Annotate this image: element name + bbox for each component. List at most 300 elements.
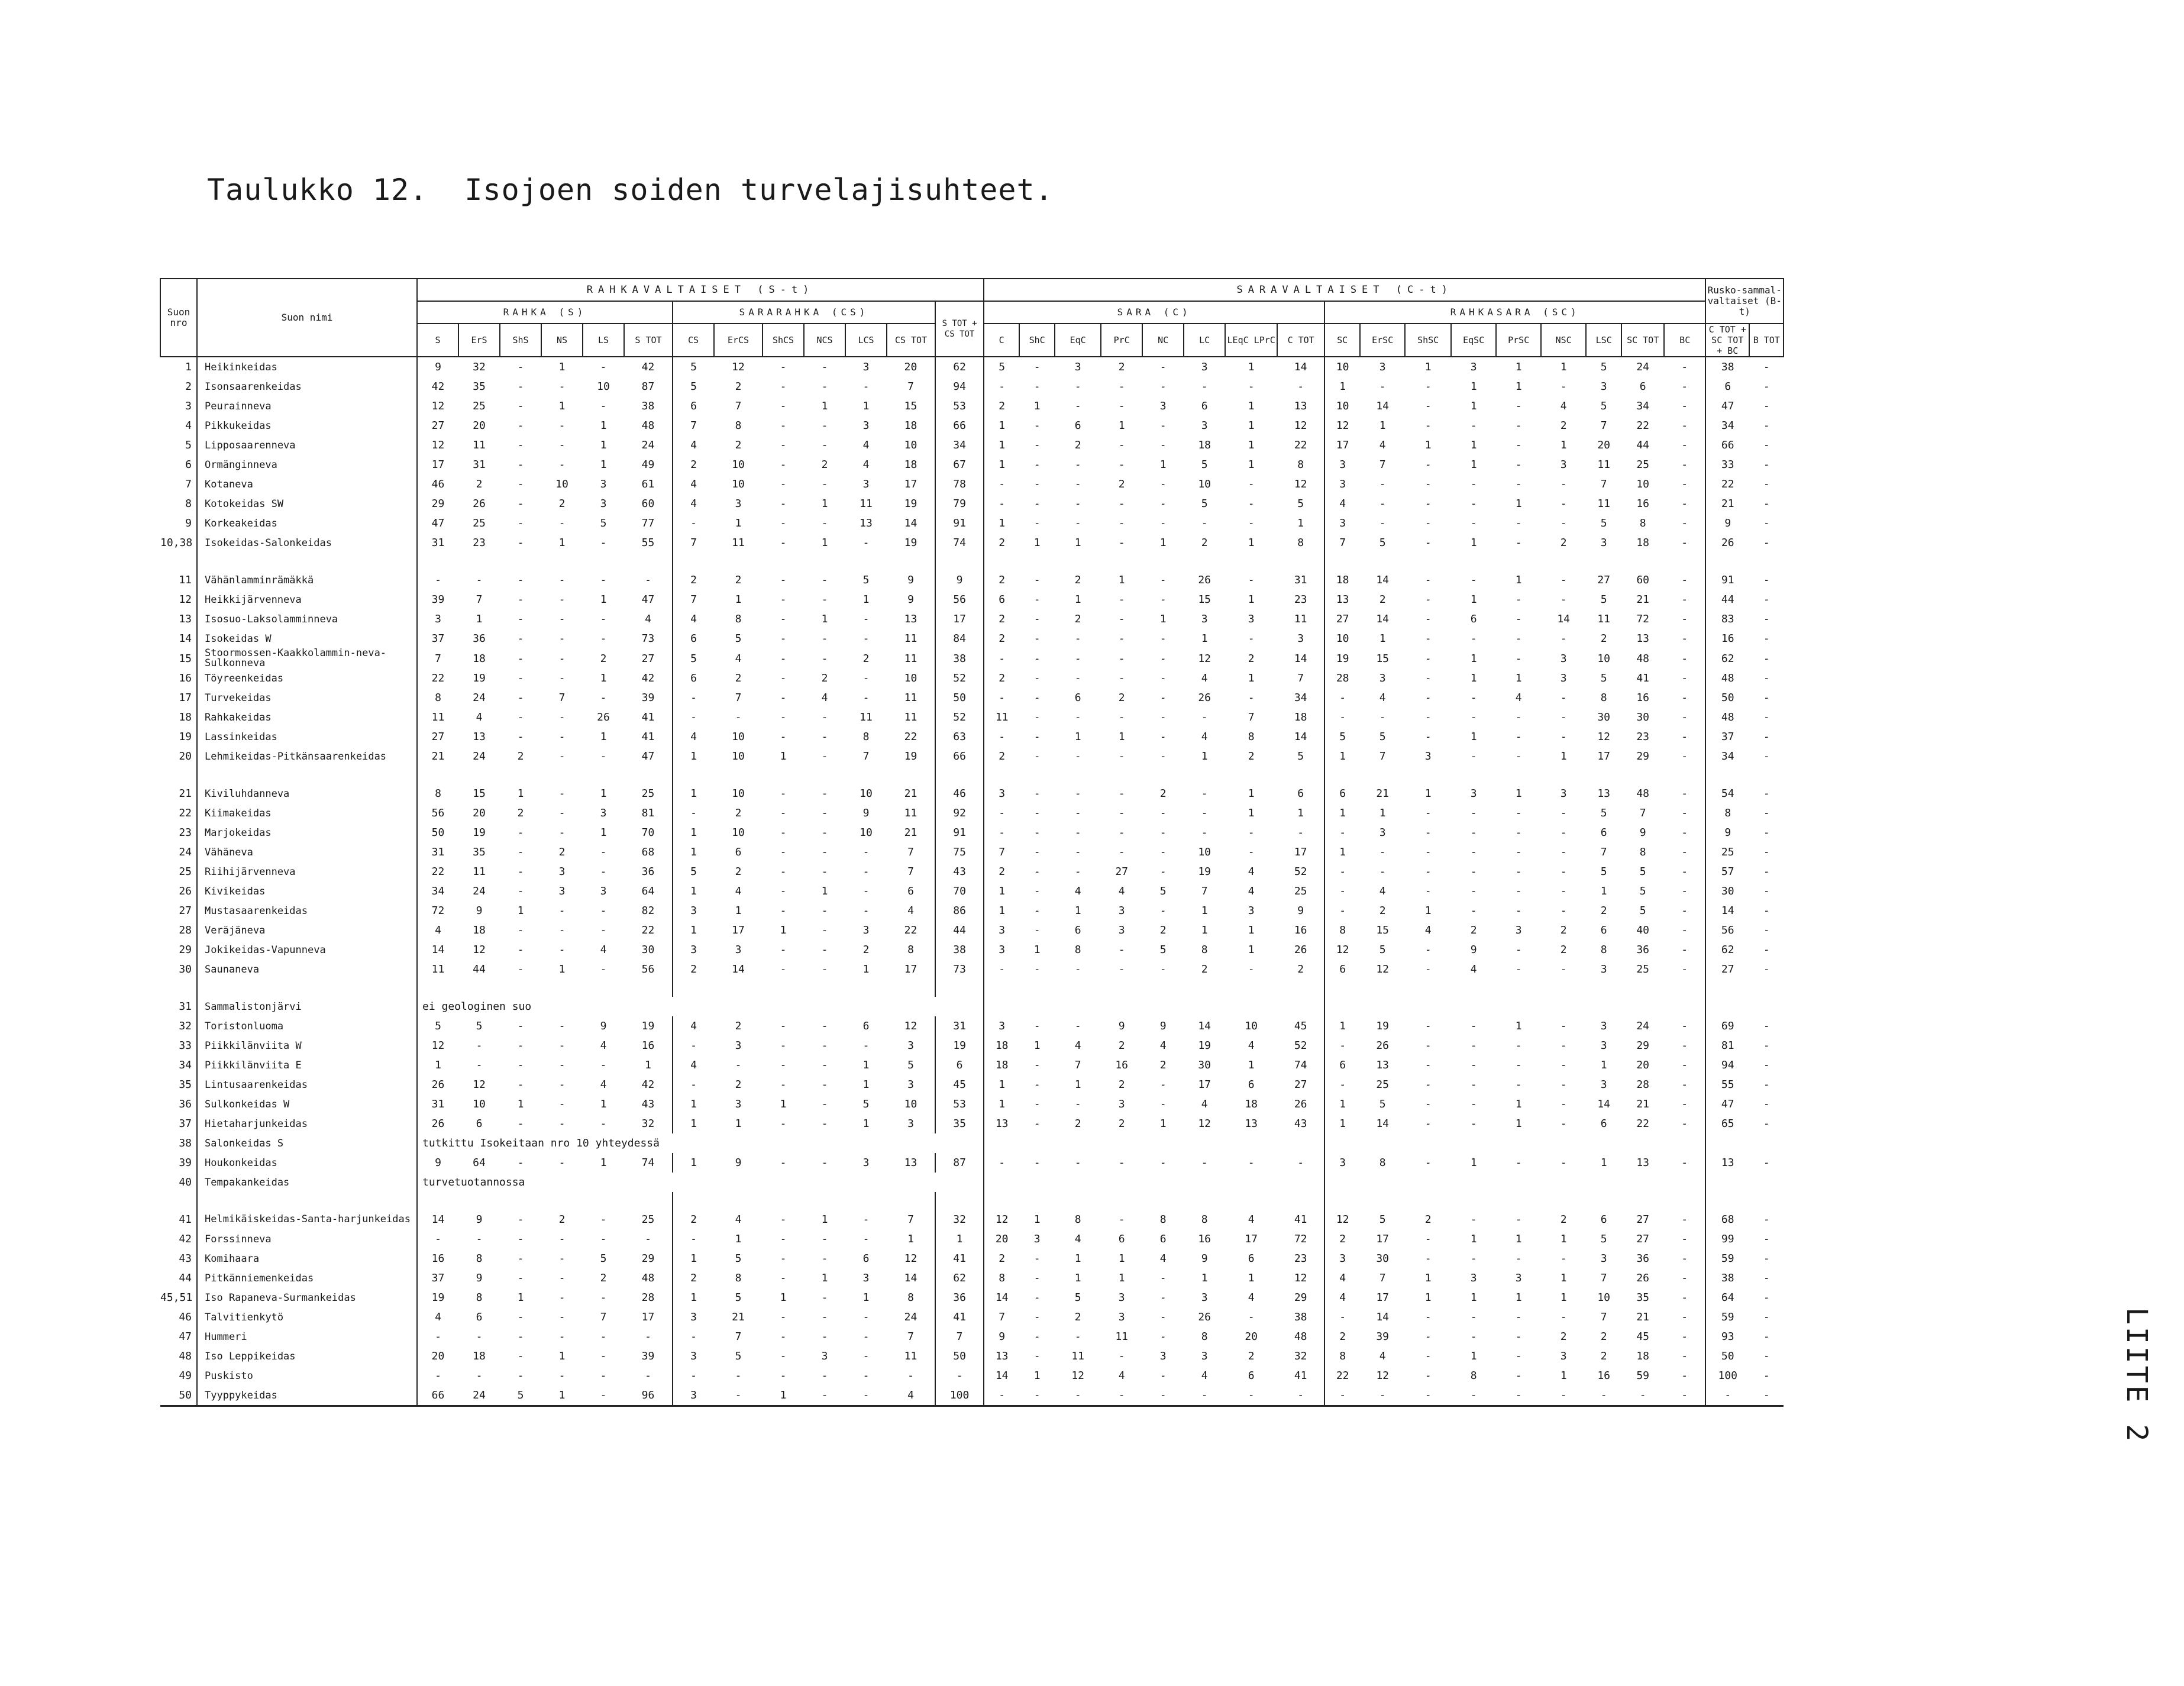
value-cell: 1 bbox=[1074, 731, 1081, 743]
value-cell: - bbox=[1470, 1330, 1477, 1343]
value-cell: 1 bbox=[600, 1098, 607, 1110]
value-cell: - bbox=[1033, 1330, 1041, 1343]
value-cell: 2 bbox=[1248, 1350, 1255, 1362]
value-cell: 3 bbox=[1560, 1350, 1567, 1362]
value-cell: 3 bbox=[1600, 1039, 1607, 1052]
value-cell: - bbox=[1664, 455, 1705, 474]
value-cell: 9 bbox=[862, 807, 870, 819]
value-cell: - bbox=[558, 458, 566, 471]
value-cell: - bbox=[780, 826, 787, 839]
value-cell: 8 bbox=[1339, 1350, 1346, 1362]
value-cell: - bbox=[517, 885, 524, 897]
value-cell bbox=[1541, 997, 1586, 1016]
value-cell: - bbox=[517, 1350, 524, 1362]
col-header-15: EqC bbox=[1055, 324, 1101, 357]
value-cell: - bbox=[600, 361, 607, 373]
value-cell: - bbox=[821, 1252, 828, 1265]
appendix-label bbox=[2088, 1307, 2171, 1485]
value-cell: 2 bbox=[1159, 787, 1167, 800]
value-cell: 6 bbox=[476, 1311, 483, 1323]
value-cell: - bbox=[1586, 1385, 1621, 1406]
value-cell: 5 bbox=[1600, 672, 1607, 684]
value-cell: 7 bbox=[1600, 846, 1607, 858]
value-cell bbox=[1055, 997, 1101, 1016]
value-cell: - bbox=[1515, 731, 1522, 743]
value-cell: - bbox=[780, 1078, 787, 1091]
value-cell: 3 bbox=[1470, 1272, 1477, 1284]
value-cell: 81 bbox=[1721, 1039, 1734, 1052]
value-cell: - bbox=[821, 846, 828, 858]
value-cell: 2 bbox=[735, 439, 742, 451]
value-cell: - bbox=[821, 750, 828, 763]
value-cell: - bbox=[780, 1330, 787, 1343]
value-cell: 53 bbox=[935, 1094, 984, 1114]
bog-name: Iso Leppikeidas bbox=[197, 1346, 417, 1366]
value-cell: - bbox=[1664, 1327, 1705, 1346]
value-cell: - bbox=[624, 1327, 673, 1346]
value-cell: - bbox=[1424, 711, 1432, 724]
value-cell: - bbox=[1560, 1252, 1567, 1265]
value-cell: 4 bbox=[690, 478, 697, 490]
value-cell: 18 bbox=[473, 1350, 486, 1362]
value-cell: - bbox=[821, 865, 828, 878]
value-cell: - bbox=[1560, 1039, 1567, 1052]
value-cell: - bbox=[1033, 826, 1041, 839]
value-cell: - bbox=[1515, 846, 1522, 858]
value-cell: 22 bbox=[431, 865, 445, 878]
value-cell: - bbox=[1515, 1157, 1522, 1169]
value-cell: 18 bbox=[1277, 708, 1324, 727]
table-row bbox=[160, 1133, 1784, 1153]
value-cell: 45 bbox=[1277, 1016, 1324, 1036]
spacer-cell bbox=[984, 766, 1019, 784]
value-cell: 5 bbox=[1379, 1098, 1386, 1110]
value-cell: 72 bbox=[431, 905, 445, 917]
value-cell: - bbox=[1159, 419, 1167, 432]
value-cell: - bbox=[1763, 1350, 1770, 1362]
value-cell: 66 bbox=[935, 416, 984, 435]
table-row bbox=[160, 1016, 1784, 1036]
value-cell: - bbox=[1248, 826, 1255, 839]
value-cell: - bbox=[435, 1330, 441, 1343]
value-cell: - bbox=[600, 963, 607, 976]
bog-name: Kiviluhdanneva bbox=[197, 784, 417, 803]
value-cell: 14 bbox=[431, 944, 445, 956]
value-cell: - bbox=[1118, 826, 1125, 839]
value-cell: - bbox=[1560, 498, 1567, 510]
value-cell: 70 bbox=[935, 881, 984, 901]
value-cell: 2 bbox=[735, 807, 742, 819]
bog-name: Marjokeidas bbox=[197, 823, 417, 842]
value-cell: - bbox=[1515, 865, 1522, 878]
value-cell: - bbox=[1763, 924, 1770, 936]
value-cell: 1 bbox=[558, 1350, 566, 1362]
value-cell: - bbox=[1339, 711, 1346, 724]
spacer-cell bbox=[1184, 979, 1225, 997]
value-cell: - bbox=[1159, 380, 1167, 393]
value-cell: 1 bbox=[999, 439, 1006, 451]
value-cell: - bbox=[1074, 826, 1081, 839]
value-cell: 10 bbox=[1336, 400, 1349, 412]
value-cell: 2 bbox=[1074, 613, 1081, 625]
bog-name: Sulkonkeidas W bbox=[197, 1094, 417, 1114]
value-cell: - bbox=[1763, 731, 1770, 743]
value-cell: 2 bbox=[1379, 905, 1386, 917]
value-cell: - bbox=[1424, 885, 1432, 897]
value-cell: 4 bbox=[1248, 885, 1255, 897]
value-cell: 21 bbox=[1636, 1098, 1649, 1110]
value-cell: - bbox=[780, 361, 787, 373]
value-cell: 1 bbox=[624, 1055, 673, 1075]
value-cell: - bbox=[1515, 517, 1522, 529]
value-cell: - bbox=[1664, 862, 1705, 881]
value-cell: - bbox=[1560, 1117, 1567, 1130]
col-header-21: SC bbox=[1324, 324, 1360, 357]
value-cell: 35 bbox=[935, 1114, 984, 1133]
value-cell: - bbox=[517, 632, 524, 645]
value-cell: 38 bbox=[935, 648, 984, 668]
table-row bbox=[160, 648, 1784, 668]
value-cell: 2 bbox=[1600, 632, 1607, 645]
value-cell: 32 bbox=[1277, 1346, 1324, 1366]
value-cell: 1 bbox=[1248, 361, 1255, 373]
value-cell: 92 bbox=[935, 803, 984, 823]
value-cell: - bbox=[780, 1213, 787, 1226]
value-cell: 11 bbox=[473, 439, 486, 451]
value-cell: 3 bbox=[673, 1385, 714, 1406]
value-cell: 3 bbox=[999, 787, 1006, 800]
spacer-cell bbox=[1496, 553, 1541, 570]
value-cell: 6 bbox=[1600, 826, 1607, 839]
value-cell: - bbox=[887, 1366, 935, 1385]
value-cell: - bbox=[1515, 613, 1522, 625]
value-cell: 4 bbox=[1074, 1233, 1081, 1245]
value-cell: - bbox=[1405, 1385, 1451, 1406]
value-cell: 39 bbox=[624, 688, 673, 708]
value-cell: - bbox=[1424, 632, 1432, 645]
value-cell: 3 bbox=[600, 807, 607, 819]
value-cell: 1 bbox=[600, 672, 607, 684]
table-row bbox=[160, 357, 1784, 377]
row-note: turvetuotannossa bbox=[417, 1173, 984, 1192]
value-cell: 35 bbox=[473, 380, 486, 393]
value-cell: - bbox=[517, 692, 524, 704]
value-cell: 3 bbox=[999, 1020, 1006, 1032]
value-cell: - bbox=[1033, 865, 1041, 878]
value-cell: 5 bbox=[1159, 885, 1167, 897]
value-cell: - bbox=[1763, 1213, 1770, 1226]
value-cell: 3 bbox=[690, 1350, 697, 1362]
value-cell: 5 bbox=[1201, 498, 1208, 510]
value-cell: 1 bbox=[558, 963, 566, 976]
value-cell: 14 bbox=[1376, 1117, 1389, 1130]
value-cell: 24 bbox=[473, 750, 486, 763]
value-cell: - bbox=[780, 807, 787, 819]
value-cell: 30 bbox=[1636, 711, 1649, 724]
value-cell: 17 bbox=[732, 924, 745, 936]
value-cell: 50 bbox=[1721, 692, 1734, 704]
value-cell: 54 bbox=[1721, 787, 1734, 800]
spacer-cell bbox=[714, 766, 763, 784]
value-cell: 7 bbox=[999, 846, 1006, 858]
value-cell: 1 bbox=[1201, 750, 1208, 763]
value-cell: - bbox=[558, 1117, 566, 1130]
value-cell: 52 bbox=[1277, 862, 1324, 881]
bog-name: Heikinkeidas bbox=[197, 357, 417, 377]
row-number: 8 bbox=[160, 494, 197, 513]
value-cell: 1 bbox=[1424, 1291, 1432, 1304]
value-cell: - bbox=[780, 593, 787, 606]
value-cell: - bbox=[558, 731, 566, 743]
value-cell: 1 bbox=[1074, 1078, 1081, 1091]
value-cell: 25 bbox=[473, 400, 486, 412]
value-cell: 18 bbox=[1336, 574, 1349, 586]
value-cell: - bbox=[435, 1233, 441, 1245]
value-cell: - bbox=[780, 439, 787, 451]
spacer-cell bbox=[1360, 553, 1405, 570]
value-cell: 6 bbox=[1074, 692, 1081, 704]
value-cell: 7 bbox=[558, 692, 566, 704]
value-cell: - bbox=[1277, 377, 1324, 396]
value-cell: - bbox=[821, 944, 828, 956]
value-cell: 1 bbox=[735, 517, 742, 529]
value-cell: 11 bbox=[1597, 613, 1610, 625]
value-cell: - bbox=[558, 1020, 566, 1032]
value-cell: 50 bbox=[935, 688, 984, 708]
table-row bbox=[160, 435, 1784, 455]
value-cell: - bbox=[583, 1385, 624, 1406]
table-row bbox=[160, 377, 1784, 396]
value-cell: 1 bbox=[1515, 1117, 1522, 1130]
value-cell: 4 bbox=[1201, 672, 1208, 684]
value-cell: 42 bbox=[624, 357, 673, 377]
value-cell: 10 bbox=[732, 750, 745, 763]
value-cell: - bbox=[517, 613, 524, 625]
value-cell: - bbox=[862, 613, 870, 625]
value-cell: 1 bbox=[1424, 905, 1432, 917]
value-cell: - bbox=[1033, 458, 1041, 471]
value-cell: - bbox=[862, 632, 870, 645]
value-cell: 6 bbox=[1074, 419, 1081, 432]
value-cell: - bbox=[1763, 380, 1770, 393]
value-cell: - bbox=[1118, 711, 1125, 724]
value-cell: - bbox=[1664, 881, 1705, 901]
spacer-cell bbox=[624, 1192, 673, 1210]
value-cell: 31 bbox=[431, 537, 445, 549]
value-cell: 19 bbox=[887, 747, 935, 766]
value-cell: 7 bbox=[735, 400, 742, 412]
value-cell: - bbox=[1664, 823, 1705, 842]
value-cell: 1 bbox=[862, 963, 870, 976]
value-cell: 7 bbox=[1379, 1272, 1386, 1284]
value-cell: 45 bbox=[935, 1075, 984, 1094]
value-cell: - bbox=[1033, 750, 1041, 763]
value-cell: 12 bbox=[1336, 1213, 1349, 1226]
value-cell: 4 bbox=[1159, 1039, 1167, 1052]
value-cell: 36 bbox=[1636, 944, 1649, 956]
value-cell: 56 bbox=[935, 590, 984, 609]
value-cell: - bbox=[1515, 1330, 1522, 1343]
value-cell: - bbox=[1248, 574, 1255, 586]
value-cell: 8 bbox=[1201, 1330, 1208, 1343]
value-cell: 27 bbox=[431, 731, 445, 743]
value-cell: 19 bbox=[473, 826, 486, 839]
value-cell: 1 bbox=[887, 1229, 935, 1249]
value-cell: - bbox=[1074, 865, 1081, 878]
value-cell: 1 bbox=[600, 419, 607, 432]
value-cell: - bbox=[1074, 478, 1081, 490]
value-cell: - bbox=[1763, 963, 1770, 976]
value-cell: 56 bbox=[624, 960, 673, 979]
value-cell: - bbox=[1074, 400, 1081, 412]
value-cell: - bbox=[1560, 380, 1567, 393]
value-cell: 10 bbox=[887, 1094, 935, 1114]
value-cell: 55 bbox=[1721, 1078, 1734, 1091]
value-cell: - bbox=[1560, 846, 1567, 858]
value-cell: - bbox=[1424, 593, 1432, 606]
value-cell: 2 bbox=[999, 750, 1006, 763]
table-row bbox=[160, 1385, 1784, 1406]
value-cell: 26 bbox=[1198, 1311, 1211, 1323]
col-header-29: BC bbox=[1664, 324, 1705, 357]
value-cell: 5 bbox=[862, 1098, 870, 1110]
row-number: 38 bbox=[160, 1133, 197, 1153]
value-cell: 2 bbox=[1560, 419, 1567, 432]
spacer-cell bbox=[1541, 1192, 1586, 1210]
value-cell: 1 bbox=[690, 826, 697, 839]
value-cell: 14 bbox=[1376, 574, 1389, 586]
value-cell: 64 bbox=[473, 1157, 486, 1169]
value-cell: 47 bbox=[1721, 1098, 1734, 1110]
value-cell: - bbox=[1339, 1039, 1346, 1052]
row-number: 9 bbox=[160, 513, 197, 533]
value-cell: 27 bbox=[1597, 574, 1610, 586]
value-cell: 3 bbox=[887, 1114, 935, 1133]
value-cell: - bbox=[1159, 731, 1167, 743]
value-cell: 5 bbox=[1639, 885, 1646, 897]
value-cell: 7 bbox=[435, 652, 441, 665]
value-cell: - bbox=[780, 458, 787, 471]
value-cell: 2 bbox=[1118, 361, 1125, 373]
value-cell: 7 bbox=[935, 1327, 984, 1346]
value-cell bbox=[984, 997, 1019, 1016]
value-cell: 4 bbox=[1118, 1370, 1125, 1382]
spacer-cell bbox=[1101, 1192, 1142, 1210]
spacer-cell bbox=[458, 766, 500, 784]
value-cell: 4 bbox=[1515, 692, 1522, 704]
value-cell: - bbox=[1664, 1114, 1705, 1133]
value-cell: 1 bbox=[517, 1098, 524, 1110]
spacer-cell bbox=[1405, 979, 1451, 997]
table-row bbox=[160, 1346, 1784, 1366]
value-cell: 9 bbox=[435, 361, 441, 373]
value-cell: - bbox=[1118, 498, 1125, 510]
value-cell: 43 bbox=[935, 862, 984, 881]
value-cell: 60 bbox=[1636, 574, 1649, 586]
value-cell: 1 bbox=[999, 885, 1006, 897]
value-cell: - bbox=[1201, 826, 1208, 839]
value-cell: - bbox=[1470, 419, 1477, 432]
spacer-cell bbox=[1055, 979, 1101, 997]
value-cell: - bbox=[1424, 1252, 1432, 1265]
value-cell: - bbox=[600, 905, 607, 917]
value-cell: 17 bbox=[887, 960, 935, 979]
value-cell: 45 bbox=[1636, 1330, 1649, 1343]
spacer-cell bbox=[541, 553, 583, 570]
spacer-cell bbox=[1360, 766, 1405, 784]
value-cell: - bbox=[1515, 711, 1522, 724]
value-cell: 50 bbox=[935, 1346, 984, 1366]
value-cell: 14 bbox=[1597, 1098, 1610, 1110]
value-cell: 74 bbox=[935, 533, 984, 553]
value-cell: 10 bbox=[732, 458, 745, 471]
value-cell: 18 bbox=[1245, 1098, 1258, 1110]
group-spacer-row bbox=[160, 553, 1784, 570]
bog-name: Hummeri bbox=[197, 1327, 417, 1346]
value-cell: - bbox=[1515, 1370, 1522, 1382]
row-number: 46 bbox=[160, 1307, 197, 1327]
value-cell: 8 bbox=[476, 1291, 483, 1304]
value-cell: 1 bbox=[1515, 361, 1522, 373]
value-cell: 4 bbox=[1424, 924, 1432, 936]
spacer-cell bbox=[1749, 766, 1784, 784]
value-cell: 27 bbox=[1721, 963, 1734, 976]
value-cell: - bbox=[862, 1233, 870, 1245]
spacer-cell bbox=[845, 979, 887, 997]
bog-name: Töyreenkeidas bbox=[197, 668, 417, 688]
value-cell: 4 bbox=[690, 1020, 697, 1032]
value-cell: 22 bbox=[1277, 435, 1324, 455]
value-cell bbox=[1101, 1173, 1142, 1192]
value-cell: 5 bbox=[1600, 807, 1607, 819]
col-header-28: SC TOT bbox=[1621, 324, 1664, 357]
value-cell: 25 bbox=[1376, 1078, 1389, 1091]
value-cell: - bbox=[1560, 593, 1567, 606]
spacer-cell bbox=[1019, 979, 1055, 997]
value-cell: 3 bbox=[1339, 458, 1346, 471]
spacer-cell bbox=[624, 979, 673, 997]
value-cell: - bbox=[821, 1020, 828, 1032]
value-cell: 8 bbox=[862, 731, 870, 743]
value-cell: 18 bbox=[995, 1039, 1009, 1052]
value-cell: - bbox=[1664, 435, 1705, 455]
value-cell: 19 bbox=[887, 533, 935, 553]
row-number: 3 bbox=[160, 396, 197, 416]
spacer-cell bbox=[1586, 553, 1621, 570]
value-cell: 4 bbox=[1379, 885, 1386, 897]
value-cell: 1 bbox=[862, 1078, 870, 1091]
value-cell: 16 bbox=[1597, 1370, 1610, 1382]
value-cell: 1 bbox=[821, 400, 828, 412]
value-cell: 37 bbox=[1721, 731, 1734, 743]
value-cell: 43 bbox=[1277, 1114, 1324, 1133]
value-cell: 17 bbox=[1376, 1233, 1389, 1245]
value-cell: 25 bbox=[1721, 846, 1734, 858]
value-cell: 1 bbox=[435, 1059, 441, 1071]
value-cell: 5 bbox=[999, 361, 1006, 373]
value-cell: 10 bbox=[887, 668, 935, 688]
row-number: 28 bbox=[160, 920, 197, 940]
value-cell: 2 bbox=[1560, 1330, 1567, 1343]
value-cell: 66 bbox=[417, 1385, 458, 1406]
value-cell: 1 bbox=[600, 787, 607, 800]
value-cell: 2 bbox=[1600, 1350, 1607, 1362]
value-cell: 27 bbox=[624, 648, 673, 668]
value-cell: - bbox=[435, 574, 441, 586]
value-cell: - bbox=[780, 400, 787, 412]
value-cell: 6 bbox=[1639, 380, 1646, 393]
value-cell: 23 bbox=[473, 537, 486, 549]
